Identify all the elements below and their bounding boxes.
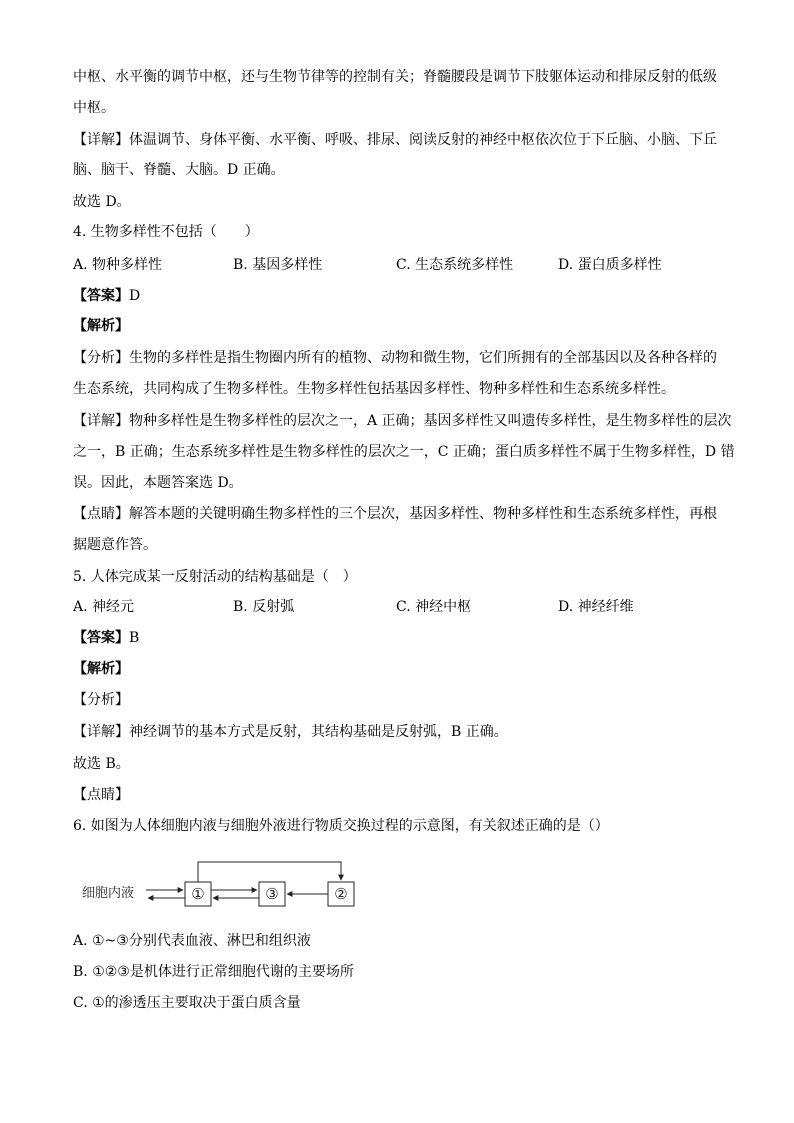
q6-option-c: C. ①的渗透压主要取决于蛋白质含量 [73,995,301,1011]
q5-fenxi: 【分析】 [73,692,129,708]
q5-answer [73,628,139,648]
box-1-label: ① [191,885,205,903]
q5-option-d: D. 神经纤维 [558,599,634,615]
paragraph-line: 中枢。 [73,100,115,116]
q5-option-a: A. 神经元 [73,599,135,615]
q4-option-c: C. 生态系统多样性 [396,257,514,273]
arrow-top-loop [198,862,341,882]
q3-detail-line: 脑、脑干、脊髓、大脑。D 正确。 [73,162,285,178]
q5-stem: 5. 人体完成某一反射活动的结构基础是（ ） [73,569,357,585]
answer-label: 【答案】 [73,288,129,304]
q5-option-b: B. 反射弧 [233,599,295,615]
q4-dianjing-line: 【点睛】解答本题的关键明确生物多样性的三个层次，基因多样性、物种多样性和生态系统多样性，再根 [73,506,717,522]
q4-detail-line: 之一，B 正确；生态系统多样性是生物多样性的层次之一，C 正确；蛋白质多样性不属于生物多样性，D 错 [73,444,735,460]
q4-answer [73,286,140,306]
answer-value: D [129,288,141,304]
exchange-diagram [82,858,362,914]
q5-choose: 故选 B。 [73,756,130,772]
q4-option-a: A. 物种多样性 [73,257,163,273]
q5-option-c: C. 神经中枢 [396,599,472,615]
q4-stem: 4. 生物多样性不包括（ ） [73,224,259,240]
box-3-label: ③ [265,885,279,903]
q4-option-b: B. 基因多样性 [233,257,323,273]
q4-analysis-label: 【解析】 [73,318,129,334]
answer-value: B [129,630,140,646]
cell-fluid-label: 细胞内液 [82,886,135,901]
box-2-label: ② [334,885,348,903]
q4-fenxi-line: 生态系统，共同构成了生物多样性。生物多样性包括基因多样性、物种多样性和生态系统多样性。 [73,381,675,397]
q3-detail-line: 【详解】体温调节、身体平衡、水平衡、呼吸、排尿、阅读反射的神经中枢依次位于下丘脑、小脑、下丘 [73,132,717,148]
q4-dianjing-line: 据题意作答。 [73,537,157,553]
answer-label: 【答案】 [73,630,129,646]
q4-option-d: D. 蛋白质多样性 [558,257,662,273]
q4-fenxi-line: 【分析】生物的多样性是指生物圈内所有的植物、动物和微生物，它们所拥有的全部基因以及各种各样的 [73,350,717,366]
q6-stem: 6. 如图为人体细胞内液与细胞外液进行物质交换过程的示意图，有关叙述正确的是（） [73,818,609,834]
q6-option-a: A. ①~③分别代表血液、淋巴和组织液 [73,933,311,949]
paragraph-line: 中枢、水平衡的调节中枢，还与生物节律等的控制有关；脊髓腰段是调节下肢躯体运动和排尿反射的低级 [73,69,717,85]
q4-detail-line: 【详解】物种多样性是生物多样性的层次之一，A 正确；基因多样性又叫遗传多样性，是生物多样性的层次 [73,413,732,429]
q5-dianjing: 【点睛】 [73,787,129,803]
q4-detail-line: 误。因此，本题答案选 D。 [73,475,243,491]
q5-detail: 【详解】神经调节的基本方式是反射，其结构基础是反射弧，B 正确。 [73,724,508,740]
q6-option-b: B. ①②③是机体进行正常细胞代谢的主要场所 [73,964,354,980]
q5-analysis-label: 【解析】 [73,661,129,677]
q3-choose: 故选 D。 [73,194,131,210]
